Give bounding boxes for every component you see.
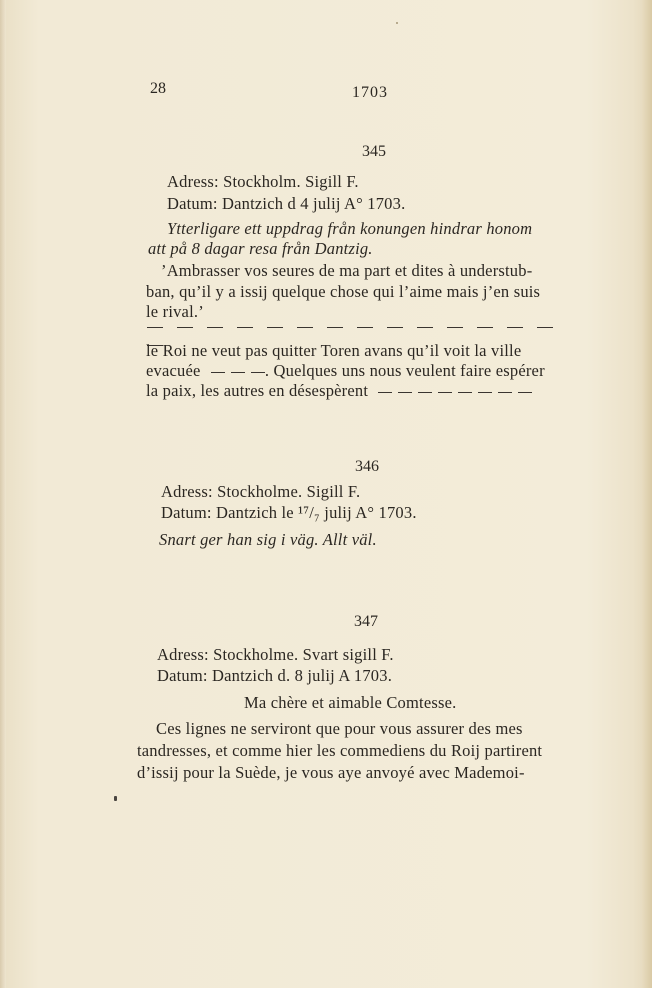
ink-mark	[114, 796, 117, 801]
letter-345-text2-line-1: le Roi ne veut pas quitter Toren avans qu’il voit la ville	[146, 341, 522, 360]
letter-345-text2-line-3	[146, 381, 532, 401]
letter-345-note-line-1: Ytterligare ett uppdrag från konungen hindrar honom	[167, 219, 533, 238]
letter-345-text2-rest: . Quelques uns nous veulent faire espérer	[264, 361, 545, 380]
letter-347-address: Adress: Stockholme. Svart sigill F.	[157, 645, 394, 664]
letter-345-text-line-2: ban, qu’il y a issij quelque chose qui l’aime mais j’en suis	[146, 282, 541, 301]
paper-speck	[396, 22, 398, 24]
letter-346-address: Adress: Stockholme. Sigill F.	[161, 482, 361, 501]
letter-345-address: Adress: Stockholm. Sigill F.	[167, 172, 359, 191]
letter-345-text2-line-3-text: la paix, les autres en désespèrent	[146, 381, 369, 400]
letter-number-345: 345	[362, 143, 386, 160]
letter-347-text-line-2: tandresses, et comme hier les commediens du Roij partirent	[137, 741, 543, 760]
letter-number-346: 346	[355, 458, 379, 475]
omission-dashes-trailing	[372, 381, 532, 400]
page-number: 28	[150, 80, 166, 97]
letter-347-salutation: Ma chère et aimable Comtesse.	[244, 693, 457, 712]
omission-dashes-row	[147, 318, 593, 322]
letter-345-note-line-2: att på 8 dagar resa från Dantzig.	[148, 239, 373, 258]
letter-345-text2-word: evacuée	[146, 361, 201, 380]
letter-346-note: Snart ger han sig i väg. Allt väl.	[159, 530, 377, 549]
running-head-year: 1703	[352, 84, 388, 101]
letter-number-347: 347	[354, 613, 378, 630]
page-edge-right	[642, 0, 652, 988]
letter-347-text-line-3: d’issij pour la Suède, je vous aye anvoyé avec Mademoi-	[137, 763, 525, 782]
omission-dashes-inline	[205, 361, 265, 380]
letter-345-text2-line-2	[146, 361, 545, 381]
letter-347-text-line-1: Ces lignes ne serviront que pour vous assurer des mes	[156, 719, 523, 738]
letter-345-text-line-1: ’Ambrasser vos seures de ma part et dites à understub-	[161, 261, 533, 280]
letter-345-text-line-3: le rival.’	[146, 302, 204, 321]
letter-347-date: Datum: Dantzich d. 8 julij A 1703.	[157, 666, 393, 685]
letter-346-date: Datum: Dantzich le ¹⁷/₇ julij A° 1703.	[161, 503, 417, 522]
letter-345-date: Datum: Dantzich d 4 julij A° 1703.	[167, 194, 406, 213]
page-edge-left	[0, 0, 6, 988]
